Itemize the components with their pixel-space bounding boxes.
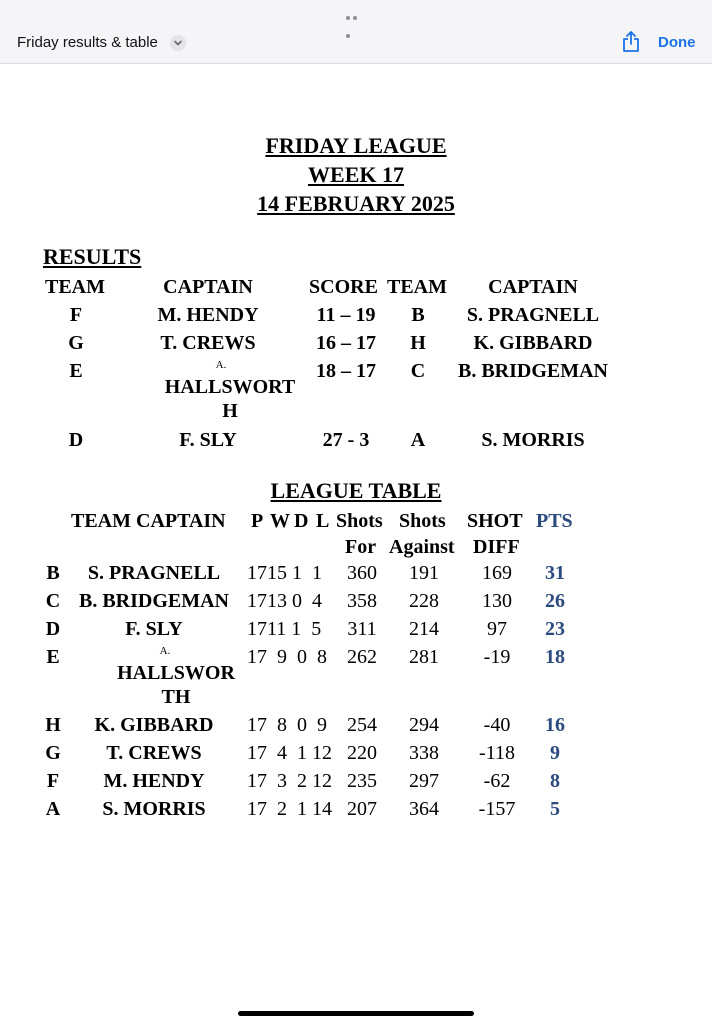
table-row-shots-against: 281 xyxy=(409,646,439,668)
table-header-pts: PTS xyxy=(536,510,573,532)
result-score: 27 - 3 xyxy=(322,429,370,451)
table-row-pwdl: 17 3 2 12 xyxy=(247,770,332,792)
home-indicator[interactable] xyxy=(238,1011,474,1016)
table-row-pts: 5 xyxy=(550,798,560,820)
table-row-shots-against: 294 xyxy=(409,714,439,736)
table-header-w: W xyxy=(270,510,290,532)
table-row-shot-diff: 130 xyxy=(482,590,512,612)
table-header-shot-diff-2: DIFF xyxy=(473,536,520,558)
table-row-shot-diff: 97 xyxy=(487,618,507,640)
results-header-team-2: TEAM xyxy=(387,276,447,298)
result-team: E xyxy=(69,360,83,382)
result-captain-2: K. GIBBARD xyxy=(473,332,593,354)
table-header-p: P xyxy=(251,510,264,532)
table-row-pwdl: 17 2 1 14 xyxy=(247,798,332,820)
done-button[interactable]: Done xyxy=(658,34,696,51)
table-row-pwdl: 1713 0 4 xyxy=(247,590,322,612)
table-row-pwdl: 1711 1 5 xyxy=(247,618,322,640)
table-row-shots-against: 338 xyxy=(409,742,439,764)
table-row-captain: T. CREWS xyxy=(106,742,202,764)
table-row-shot-diff: -118 xyxy=(479,742,515,764)
table-row-pts: 31 xyxy=(545,562,565,584)
table-row-shot-diff: -40 xyxy=(483,714,511,736)
table-row-shot-diff: -157 xyxy=(478,798,516,820)
table-row-pts: 9 xyxy=(550,742,560,764)
table-row-shots-against: 228 xyxy=(409,590,439,612)
table-row-shot-diff: 169 xyxy=(482,562,512,584)
result-team-2: A xyxy=(410,429,426,451)
table-header-shots-against-2: Against xyxy=(389,536,455,558)
table-row-shots-for: 262 xyxy=(347,646,377,668)
table-row-captain: S. MORRIS xyxy=(102,798,206,820)
table-row-captain: F. SLY xyxy=(125,618,183,640)
table-row-team: E xyxy=(46,646,60,668)
table-row-captain-initial: A. xyxy=(159,645,171,657)
table-row-captain: M. HENDY xyxy=(103,770,205,792)
result-team: F xyxy=(69,304,83,326)
table-row-pts: 18 xyxy=(545,646,565,668)
table-row-pwdl: 17 4 1 12 xyxy=(247,742,332,764)
results-header-team: TEAM xyxy=(45,276,105,298)
result-score: 16 – 17 xyxy=(316,332,376,354)
result-team: D xyxy=(68,429,84,451)
table-row-captain: B. BRIDGEMAN xyxy=(78,590,230,612)
result-captain-initial: A. xyxy=(215,359,227,371)
result-captain-2: S. PRAGNELL xyxy=(466,304,600,326)
result-team-2: C xyxy=(410,360,426,382)
table-header-shot-diff: SHOT xyxy=(467,510,523,532)
result-team-2: B xyxy=(411,304,425,326)
table-row-shots-against: 297 xyxy=(409,770,439,792)
table-row-shots-for: 254 xyxy=(347,714,377,736)
table-row-shots-for: 207 xyxy=(347,798,377,820)
week-title: WEEK 17 xyxy=(308,162,404,187)
result-captain: T. CREWS xyxy=(160,332,256,354)
results-heading: RESULTS xyxy=(43,244,142,269)
results-header-score: SCORE xyxy=(309,276,378,298)
table-row-shots-for: 358 xyxy=(347,590,377,612)
table-row-pts: 8 xyxy=(550,770,560,792)
table-row-pwdl: 17 9 0 8 xyxy=(247,646,327,668)
table-row-shots-for: 360 xyxy=(347,562,377,584)
table-row-shot-diff: -62 xyxy=(483,770,511,792)
table-row-shots-against: 191 xyxy=(409,562,439,584)
results-header-captain-2: CAPTAIN xyxy=(488,276,578,298)
more-options-icon[interactable] xyxy=(346,7,366,13)
result-captain-2: B. BRIDGEMAN xyxy=(457,360,609,382)
document-title[interactable]: Friday results & table xyxy=(17,34,158,51)
table-row-team: C xyxy=(45,590,61,612)
table-row-pts: 26 xyxy=(545,590,565,612)
table-row-pwdl: 17 8 0 9 xyxy=(247,714,327,736)
result-captain-line1: HALLSWORT xyxy=(164,376,296,398)
result-captain: F. SLY xyxy=(179,429,237,451)
title-menu-button[interactable] xyxy=(170,35,186,51)
table-header-shots-against: Shots xyxy=(399,510,446,532)
table-row-shots-for: 311 xyxy=(347,618,377,640)
table-row-captain-line2: TH xyxy=(161,686,191,708)
result-team-2: H xyxy=(410,332,426,354)
results-header-captain: CAPTAIN xyxy=(163,276,253,298)
table-row-shots-against: 364 xyxy=(409,798,439,820)
share-button[interactable] xyxy=(622,31,640,53)
table-row-team: A xyxy=(45,798,61,820)
result-captain-line2: H xyxy=(222,400,238,422)
table-header-shots-for-2: For xyxy=(345,536,377,558)
table-row-pts: 23 xyxy=(545,618,565,640)
table-row-team: D xyxy=(45,618,61,640)
share-icon xyxy=(622,31,640,53)
table-row-shot-diff: -19 xyxy=(483,646,511,668)
result-team: G xyxy=(68,332,84,354)
table-header-shots-for: Shots xyxy=(336,510,383,532)
table-row-pts: 16 xyxy=(545,714,565,736)
result-score: 18 – 17 xyxy=(316,360,376,382)
table-header-d: D xyxy=(294,510,309,532)
top-toolbar xyxy=(0,0,712,64)
table-row-shots-for: 235 xyxy=(347,770,377,792)
table-row-team: H xyxy=(45,714,61,736)
table-row-team: G xyxy=(45,742,61,764)
table-row-captain: S. PRAGNELL xyxy=(87,562,221,584)
document-page xyxy=(0,64,712,1024)
table-row-captain-line1: HALLSWOR xyxy=(117,662,235,684)
table-header-l: L xyxy=(316,510,330,532)
result-captain-2: S. MORRIS xyxy=(481,429,585,451)
table-row-captain: K. GIBBARD xyxy=(94,714,214,736)
league-table-heading: LEAGUE TABLE xyxy=(270,478,442,503)
table-header-team-captain: TEAM CAPTAIN xyxy=(71,510,226,532)
league-title: FRIDAY LEAGUE xyxy=(265,133,447,158)
chevron-down-icon xyxy=(170,35,186,51)
table-row-pwdl: 1715 1 1 xyxy=(247,562,322,584)
table-row-team: B xyxy=(46,562,60,584)
result-captain: M. HENDY xyxy=(157,304,259,326)
table-row-shots-for: 220 xyxy=(347,742,377,764)
result-score: 11 – 19 xyxy=(316,304,376,326)
table-row-shots-against: 214 xyxy=(409,618,439,640)
date-title: 14 FEBRUARY 2025 xyxy=(257,191,455,216)
table-row-team: F xyxy=(46,770,60,792)
